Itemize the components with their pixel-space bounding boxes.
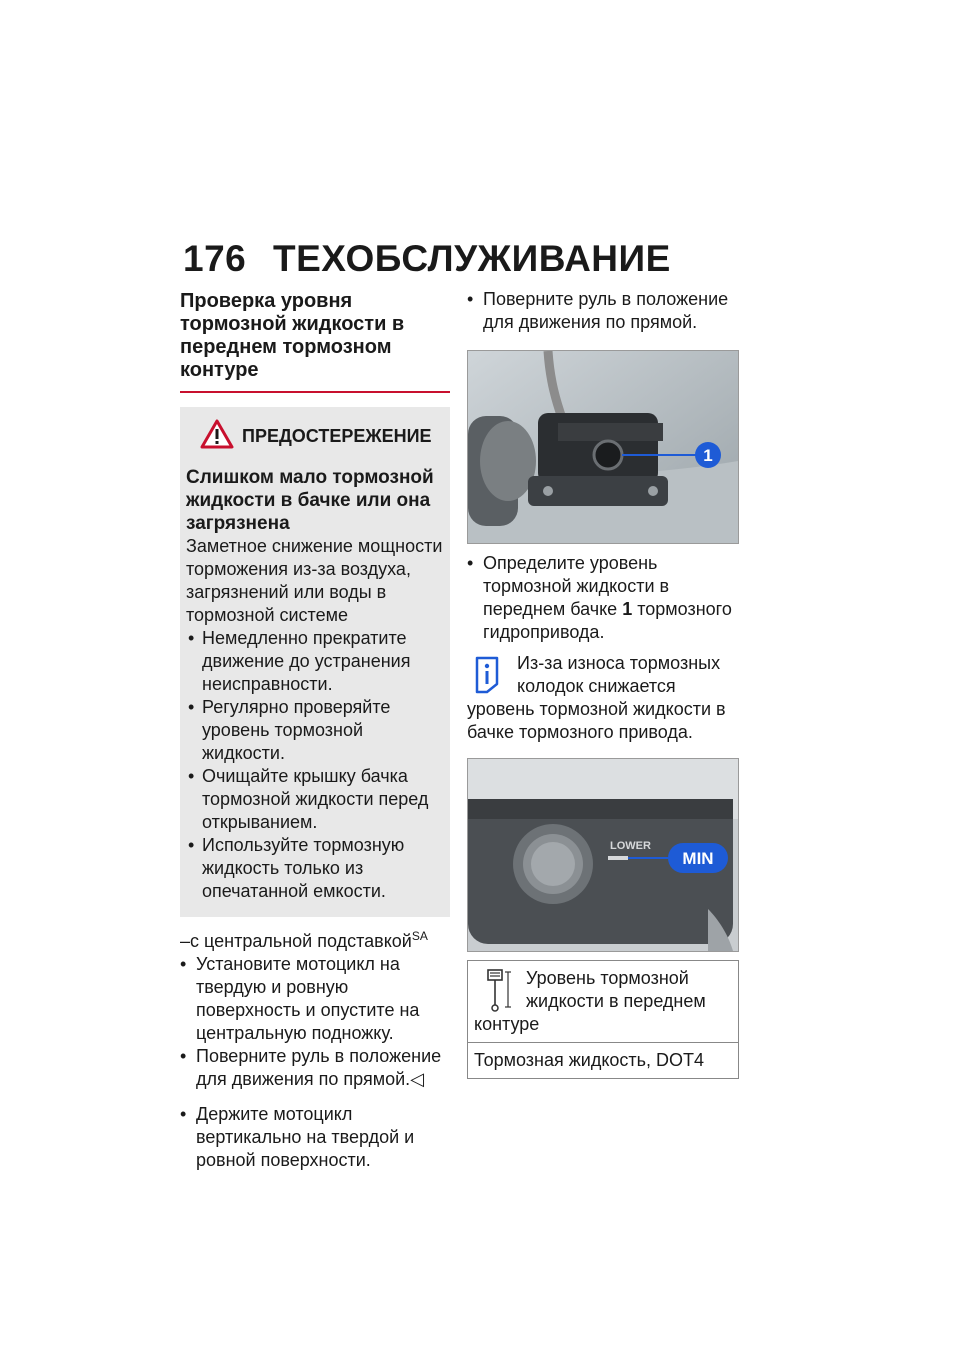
page-number: 176: [183, 238, 247, 279]
list-item-text: Поверните руль в положение для движения по прямой.: [483, 289, 729, 332]
bullet-dot: •: [467, 553, 474, 573]
page-header: [183, 238, 671, 280]
determine-ref-number: 1: [622, 599, 633, 619]
chapter-title: ТЕХОБСЛУЖИВАНИЕ: [273, 238, 671, 279]
min-callout-label: MIN: [682, 849, 714, 868]
spec-title: Уровень тормозной жидкости в переднем контуре: [474, 968, 706, 1034]
bullet-dot: •: [180, 1104, 187, 1124]
list-item: [180, 953, 450, 1045]
warning-header: [200, 419, 444, 454]
section-title: Проверка уровня тормозной жидкости в переднем тормозном контуре: [180, 290, 405, 381]
bullet-dot: •: [180, 1046, 187, 1066]
dipstick-icon: [484, 967, 520, 1013]
determine-text-before: Определите уровень тормозной жидкости в переднем бачке: [483, 553, 670, 619]
spec-value: Тормозная жидкость, DOT4: [474, 1050, 705, 1070]
spec-title-row: [468, 961, 738, 1042]
reservoir-min-illustration: [468, 759, 738, 951]
sa-condition: [180, 925, 450, 953]
brake-reservoir-illustration: [468, 351, 738, 543]
info-note: [467, 652, 739, 744]
sa-dash: –: [180, 931, 191, 951]
sa-text: с центральной подставкой: [190, 931, 412, 951]
callout-1-label: 1: [703, 446, 713, 465]
list-item-text: Держите мотоцикл вертикально на твердой и ровной поверхности.: [196, 1104, 415, 1170]
list-item: [180, 1103, 450, 1172]
list-item-text: Установите мотоцикл на твердую и ровную поверхность и опустите на центральную подножку.: [196, 954, 420, 1043]
warning-bullet: • Регулярно проверяйте уровень тормозной жидкости.: [186, 696, 444, 765]
left-column: [180, 290, 450, 1172]
warning-label: ПРЕДОСТЕРЕЖЕНИЕ: [242, 426, 432, 446]
info-text: Из-за износа тормозных колодок снижается уровень тормозной жидкости в бачке тормозного привода.: [467, 653, 726, 742]
warning-bullet: • Используйте тормозную жидкость только из опечатанной емкости.: [186, 834, 444, 903]
brake-reservoir-photo: [467, 350, 739, 544]
warning-bullet: • Немедленно прекратите движение до устранения неисправности.: [186, 627, 444, 696]
sa-badge: SA: [411, 929, 428, 943]
warning-bullet: • Очищайте крышку бачка тормозной жидкости перед открыванием.: [186, 765, 444, 834]
list-item: [467, 288, 739, 334]
lower-mark-label: LOWER: [610, 840, 651, 852]
bullet-dot: •: [180, 954, 187, 974]
warning-box: [180, 407, 450, 917]
list-item-text: Поверните руль в положение для движения по прямой.◁: [196, 1046, 442, 1089]
right-column: [467, 288, 739, 1079]
determine-text-after: тормозного гидропривода.: [483, 599, 732, 642]
section-divider: [180, 391, 450, 393]
list-item: [467, 552, 739, 644]
warning-text: Заметное снижение мощности торможения из-за воздуха, загрязнений или воды в тормозной системе: [186, 536, 443, 625]
warning-triangle-icon: [200, 419, 234, 454]
list-item: [180, 1045, 450, 1091]
bullet-dot: •: [467, 289, 474, 309]
spec-table: [467, 960, 739, 1079]
reservoir-min-photo: [467, 758, 739, 952]
warning-subtitle: Слишком мало тормозной жидкости в бачке или она загрязнена: [186, 467, 434, 534]
spec-value-row: [468, 1042, 738, 1078]
info-icon: [473, 654, 509, 698]
